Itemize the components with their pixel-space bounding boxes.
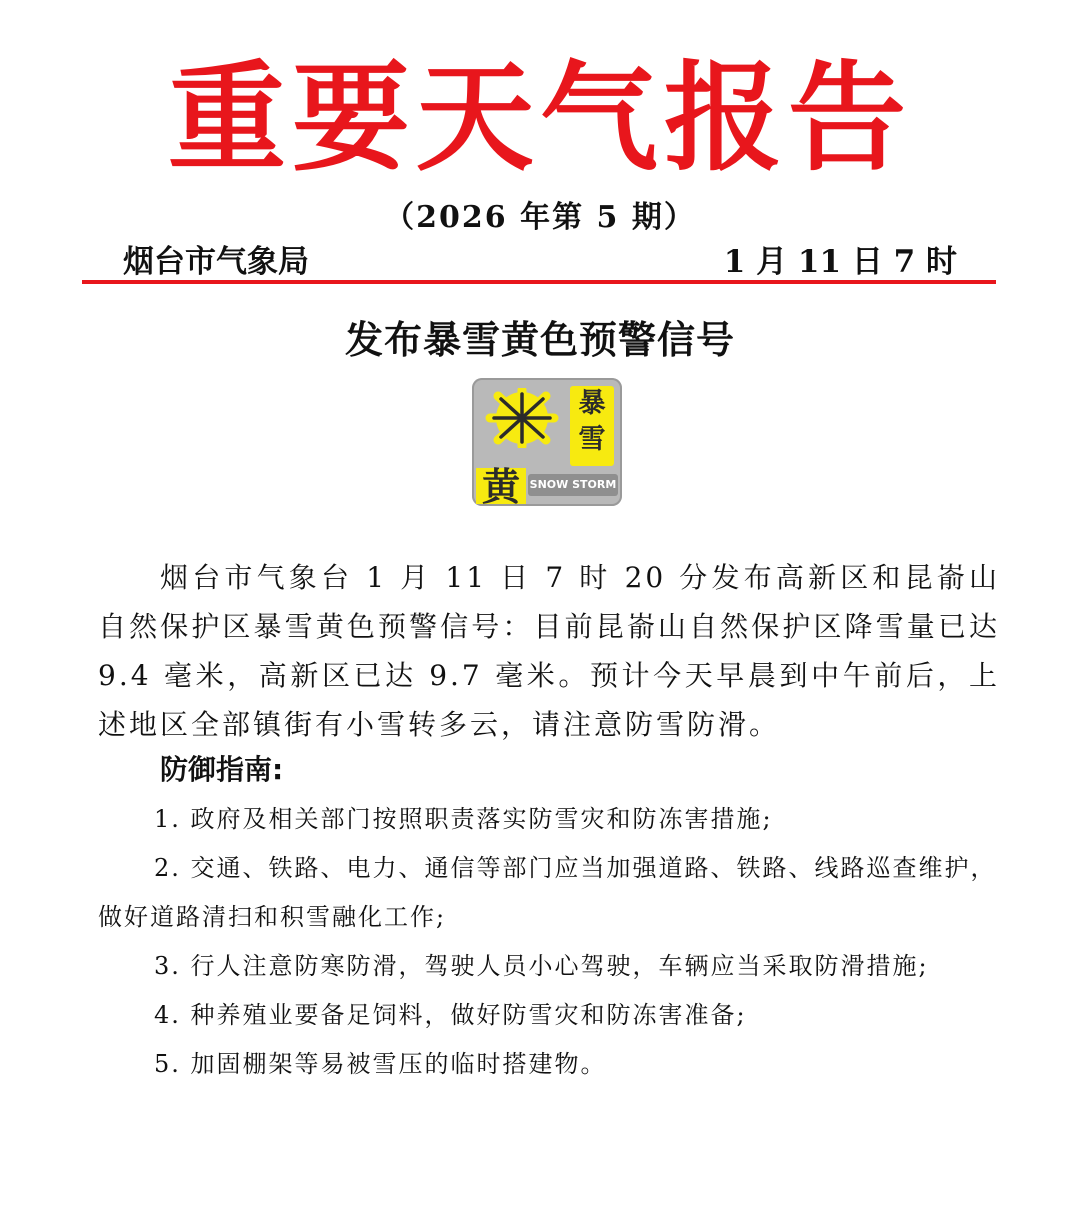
signal-char-top: 暴 (578, 388, 606, 419)
warning-body-paragraph: 烟台市气象台 1 月 11 日 7 时 20 分发布高新区和昆嵛山自然保护区暴雪黄色预警信号：目前昆嵛山自然保护区降雪量已达 9.4 毫米，高新区已达 9.7 毫米。预计今天早晨到中午前后，上述地区全部镇街有小雪转多云，请注意防雪防滑。 (98, 561, 1000, 741)
issue-number: （2026 年第 5 期） (384, 200, 696, 235)
defense-guide-title: 防御指南: (160, 753, 284, 786)
defense-guide-list (98, 795, 1000, 1089)
guide-item: 1. 政府及相关部门按照职责落实防雪灾和防冻害措施; (154, 805, 773, 833)
signal-english-label: SNOW STORM (528, 474, 618, 496)
signal-char-bottom: 雪 (578, 424, 606, 455)
snowstorm-yellow-signal (472, 378, 622, 509)
header-divider (82, 280, 996, 284)
guide-item: 4. 种养殖业要备足饲料，做好防雪灾和防冻害准备; (154, 1001, 747, 1029)
guide-item: 2. 交通、铁路、电力、通信等部门应当加强道路、铁路、线路巡查维护，做好道路清扫和积雪融化工作; (98, 854, 997, 931)
issuing-agency: 烟台市气象局 (123, 244, 309, 280)
warning-headline: 发布暴雪黄色预警信号 (344, 318, 735, 362)
guide-item: 5. 加固棚架等易被雪压的临时搭建物。 (154, 1050, 607, 1078)
signal-type-label (570, 386, 614, 466)
masthead-title: 重要天气报告 (167, 49, 912, 187)
signal-level-char: 黄 (476, 468, 526, 504)
snowflake-icon (484, 388, 560, 448)
issue-date: 1 月 11 日 7 时 (723, 244, 957, 280)
guide-item: 3. 行人注意防寒防滑，驾驶人员小心驾驶，车辆应当采取防滑措施; (154, 952, 929, 980)
